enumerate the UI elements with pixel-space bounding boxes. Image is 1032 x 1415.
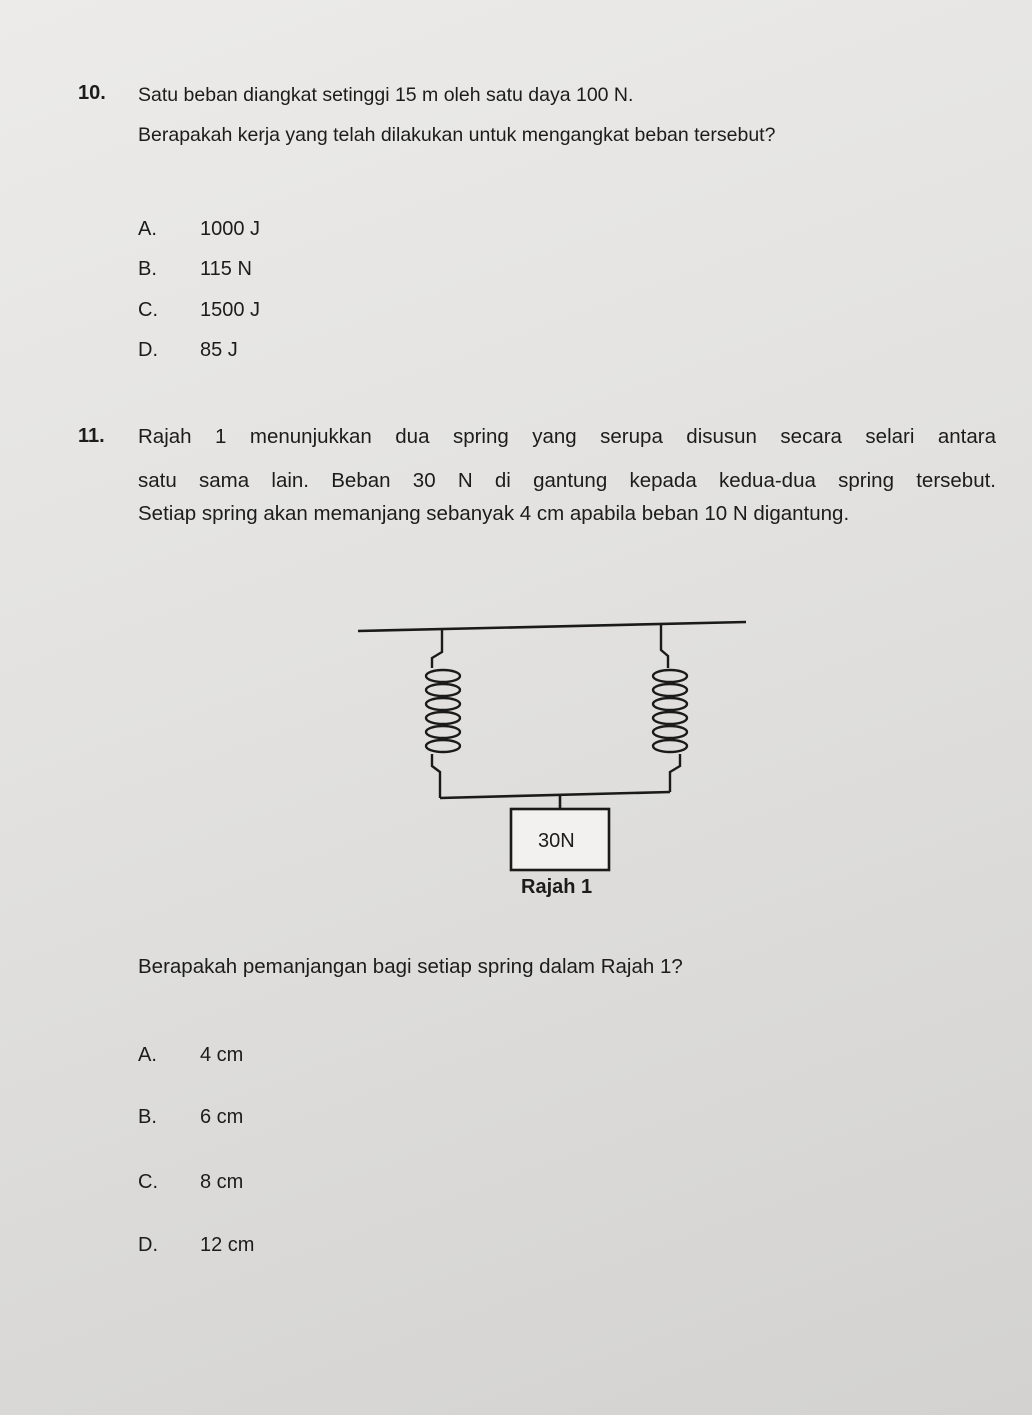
option-text: 12 cm [200, 1234, 255, 1256]
option-letter: B. [138, 1106, 157, 1128]
option-letter: A. [138, 218, 157, 240]
q11-text-line3: Setiap spring akan memanjang sebanyak 4 cm apabila beban 10 N digantung. [138, 502, 850, 525]
option-text: 1500 J [200, 299, 261, 321]
option-letter: B. [138, 258, 157, 280]
q11-text-line2: satu sama lain. Beban 30 N di gantung kepada kedua-dua spring tersebut. [138, 469, 996, 492]
q10-text-line2: Berapakah kerja yang telah dilakukan untuk mengangkat beban tersebut? [138, 124, 776, 146]
option-letter: C. [138, 299, 158, 321]
q11-option-a[interactable] [138, 1044, 243, 1067]
option-letter: A. [138, 1044, 157, 1066]
left-spring [426, 630, 460, 798]
q10-number: 10. [78, 82, 106, 104]
q11-option-d[interactable] [138, 1234, 254, 1257]
option-text: 4 cm [200, 1044, 244, 1066]
q11-number: 11. [78, 425, 105, 447]
load-label: 30N [538, 830, 575, 852]
q11-option-b[interactable] [138, 1106, 243, 1129]
q11-text-line1: Rajah 1 menunjukkan dua spring yang serupa disusun secara selari antara [138, 425, 996, 448]
figure-caption: Rajah 1 [521, 876, 593, 898]
option-text: 85 J [200, 339, 238, 361]
ceiling-line [358, 622, 746, 631]
q11-option-c[interactable] [138, 1171, 243, 1194]
option-letter: D. [138, 339, 158, 361]
q10-text-line1: Satu beban diangkat setinggi 15 m oleh satu daya 100 N. [138, 84, 634, 106]
crossbar [440, 792, 670, 798]
option-letter: D. [138, 1234, 158, 1256]
option-letter: C. [138, 1171, 158, 1193]
right-spring [653, 624, 687, 792]
option-text: 115 N [200, 258, 252, 280]
option-text: 1000 J [200, 218, 261, 240]
option-text: 6 cm [200, 1106, 244, 1128]
option-text: 8 cm [200, 1171, 244, 1193]
q11-question: Berapakah pemanjangan bagi setiap spring dalam Rajah 1? [138, 955, 683, 978]
